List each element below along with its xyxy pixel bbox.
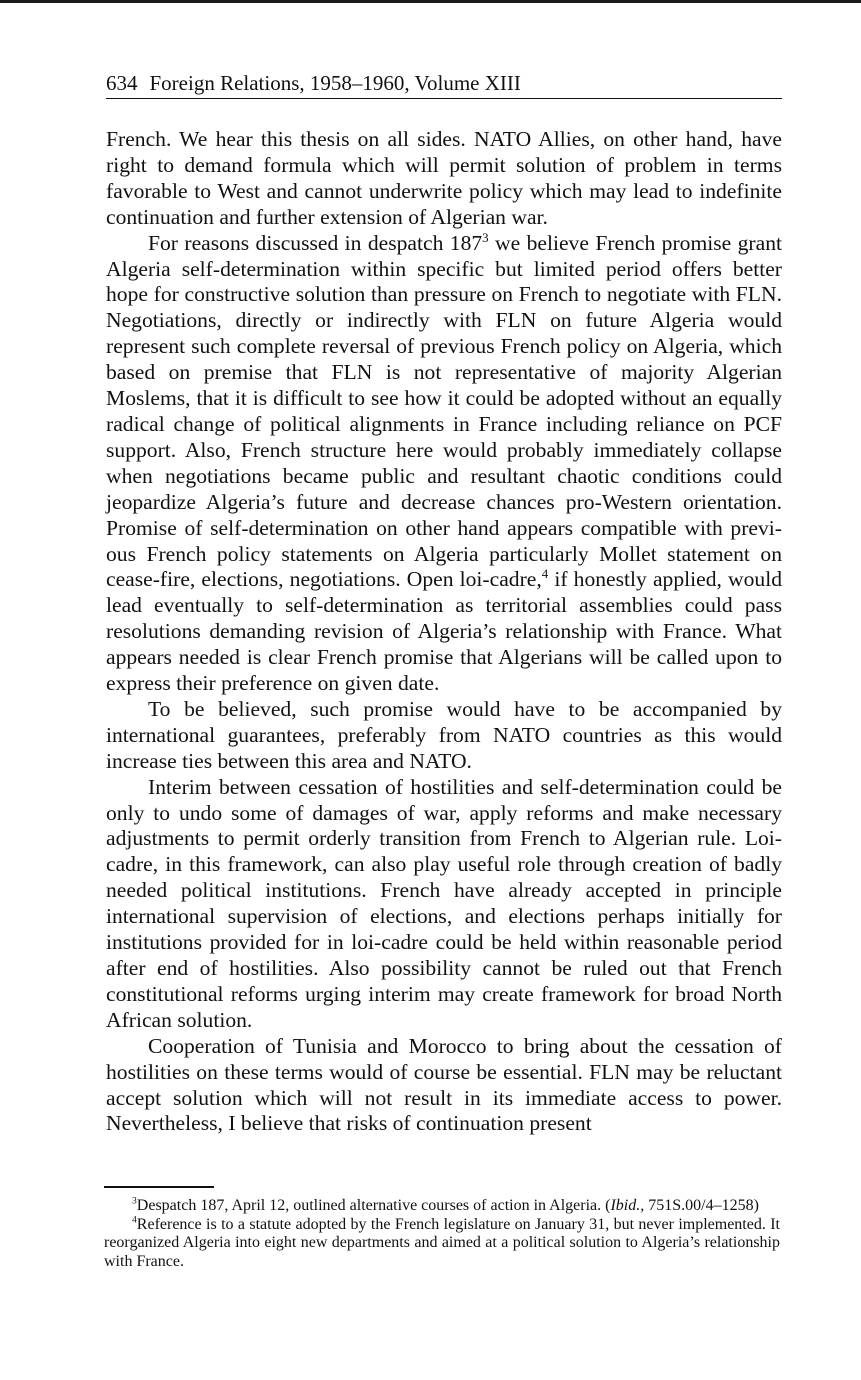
footnote-4 xyxy=(104,1216,780,1272)
footnote-3-text: Despatch 187, April 12, outlined alternative courses of action in Algeria. ( xyxy=(136,1197,611,1214)
volume-title: Foreign Relations, 1958–1960, Volume XIII xyxy=(149,71,521,95)
paragraph-2-part-a: For reasons discussed in despatch 187 xyxy=(148,230,483,255)
footnote-ref-3[interactable]: 3 xyxy=(482,229,489,245)
running-head xyxy=(106,70,782,99)
footnote-3-marker: 3 xyxy=(132,1195,137,1207)
top-border-rule xyxy=(0,0,861,3)
footnote-4-marker: 4 xyxy=(132,1214,137,1226)
page-number: 634 xyxy=(106,71,138,95)
footnote-ref-4[interactable]: 4 xyxy=(541,566,549,582)
footnote-separator-rule xyxy=(104,1186,214,1188)
paragraph-4: Interim between cessation of hostilities and self-determination could be only to undo some of damages of war, apply reforms and make necessary adjustments to permit orderly transition from French to Algerian rule. Loi-cadre, in this framework, can also play useful role through creation of badly needed political institutions. French have already accepted in principle international supervision of elections, and elections perhaps initially for institutions provided for in loi-cadre could be held within reasonable period after end of hostilities. Also possibility cannot be ruled out that French constitutional reforms urging interim may create framework for broad North African solution. xyxy=(106,774,782,1032)
body-text xyxy=(106,127,782,1137)
footnote-3 xyxy=(104,1197,780,1216)
footnote-3-ref: 751S.00/4–1258) xyxy=(644,1197,759,1214)
paragraph-2-part-b: we believe French promise grant Algeria self-determination within specific but limited period offers better hope for constructive solution than pressure on French to negotiate with FLN. Negotiations, directly or indirectly with FLN on future Algeria would represent such complete reversal of previous French policy on Algeria, which based on premise that FLN is not representative of majority Algerian Moslems, that it is difficult to see how it could be adopted without an equally radical change of political alignments in France including reliance on PCF support. Also, French structure here would probably immediately collapse when negotiations became public and resultant chaotic conditions could jeopardize Algeria’s future and decrease chances pro-Western orientation. Promise of self-determination on other hand appears compatible with previous French policy statements on Algeria particularly Mollet statement on cease-fire, elections, negotiations. Open loi-cadre, xyxy=(106,230,782,592)
paragraph-2 xyxy=(106,231,782,697)
paragraph-2-part-c: if honestly applied, would lead eventually to self-determination as territorial assemblies could pass resolutions demanding revision of Algeria’s relationship with France. What appears needed is clear French promise that Algerians will be called upon to express their preference on given date. xyxy=(106,567,782,696)
paragraph-5: Cooperation of Tunisia and Morocco to bring about the cessation of hostilities on these terms would of course be essential. FLN may be reluctant accept solution which will not result in its immediate access to power. Nevertheless, I believe that risks of continuation present xyxy=(106,1033,782,1136)
paragraph-3: To be believed, such promise would have to be accompanied by international guarantees, preferably from NATO countries as this would increase ties between this area and NATO. xyxy=(106,696,782,773)
footnote-4-text: Reference is to a statute adopted by the French legislature on January 31, but never implemented. It reorganized Algeria into eight new departments and aimed at a political solution to Algeria’s relationship with France. xyxy=(104,1215,780,1271)
footnotes xyxy=(104,1197,780,1272)
paragraph-1: French. We hear this thesis on all sides. NATO Allies, on other hand, have right to demand formula which will permit solution of problem in terms favorable to West and cannot underwrite policy which may lead to indefinite continuation and further extension of Algerian war. xyxy=(106,127,782,229)
footnote-3-ibid: Ibid., xyxy=(610,1197,645,1214)
